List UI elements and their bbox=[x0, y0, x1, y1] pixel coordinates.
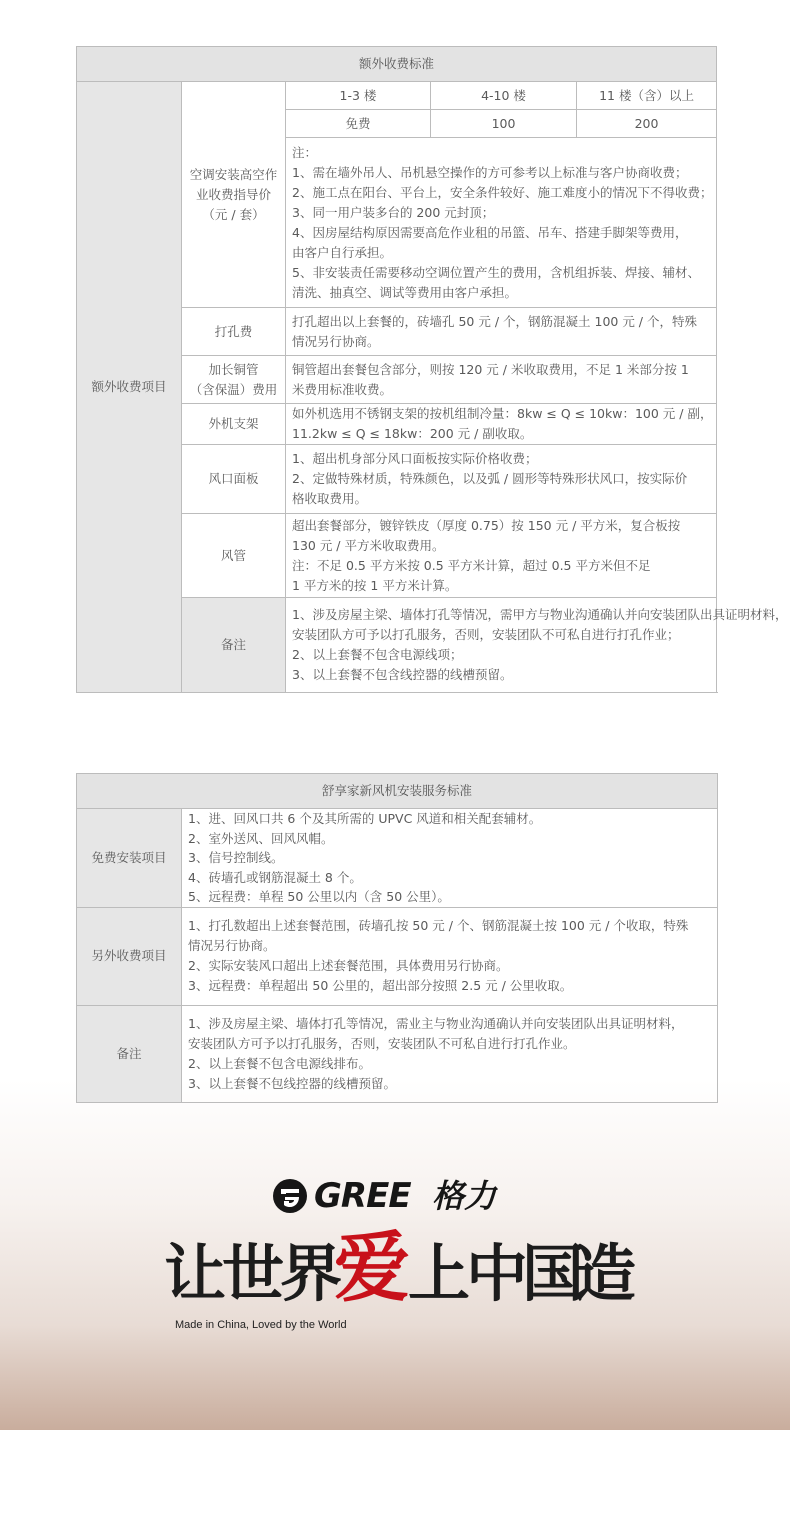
gree-logo bbox=[272, 1174, 502, 1218]
slogan-char: 让 bbox=[164, 1237, 227, 1310]
floor-header: 4-10 楼 bbox=[431, 82, 577, 110]
extra-items-label: 另外收费项目 bbox=[77, 907, 182, 1005]
vent-panel-label: 风口面板 bbox=[182, 445, 286, 514]
table-title: 额外收费标准 bbox=[77, 47, 717, 82]
slogan-char: 国 bbox=[522, 1237, 585, 1310]
table-title: 舒享家新风机安装服务标准 bbox=[77, 774, 718, 809]
floor-value: 免费 bbox=[286, 110, 431, 138]
slogan-char-accent: 爱 bbox=[334, 1223, 410, 1312]
duct-detail: 超出套餐部分，镀锌铁皮（厚度 0.75）按 150 元 / 平方米，复合板按 130 元 / 平方米收取费用。 注：不足 0.5 平方米按 0.5 平方米计算，超过 0.5 平方米但不足 1 平方米的按 1 平方米计算。 bbox=[286, 514, 717, 598]
extra-items-detail: 1、打孔数超出上述套餐范围，砖墙孔按 50 元 / 个、钢筋混凝土按 100 元 / 个收取，特殊 情况另行协商。 2、实际安装风口超出上述套餐范围，具体费用另行协商。 3、远程费：单程超出 50 公里的，超出部分按照 2.5 元 / 公里收取。 bbox=[182, 907, 718, 1005]
slogan bbox=[164, 1223, 637, 1324]
slogan-char: 世 bbox=[222, 1237, 285, 1310]
gree-emblem-icon bbox=[272, 1178, 308, 1214]
vent-panel-detail: 1、超出机身部分风口面板按实际价格收费； 2、定做特殊材质，特殊颜色，以及弧 / 圆形等特殊形状风口，按实际价 格收取费用。 bbox=[286, 445, 717, 514]
pipe-fee-detail: 铜管超出套餐包含部分，则按 120 元 / 米收取费用，不足 1 米部分按 1 米费用标准收费。 bbox=[286, 356, 717, 404]
duct-label: 风管 bbox=[182, 514, 286, 598]
gree-chinese-mark: 格力 bbox=[432, 1177, 497, 1215]
remarks-label: 备注 bbox=[77, 1005, 182, 1102]
floor-header: 11 楼（含）以上 bbox=[577, 82, 717, 110]
gree-wordmark: GREE bbox=[314, 1176, 411, 1216]
pipe-fee-label: 加长铜管 （含保温）费用 bbox=[182, 356, 286, 404]
floor-header: 1-3 楼 bbox=[286, 82, 431, 110]
drilling-fee-detail: 打孔超出以上套餐的，砖墙孔 50 元 / 个，钢筋混凝土 100 元 / 个，特殊 情况另行协商。 bbox=[286, 308, 717, 356]
floor-value: 100 bbox=[431, 110, 577, 138]
bracket-fee-detail: 如外机选用不锈钢支架的按机组制冷量：8kw ≤ Q ≤ 10kw：100 元 / 副， 11.2kw ≤ Q ≤ 18kw：200 元 / 副收取。 bbox=[286, 404, 717, 445]
extra-charges-table bbox=[76, 46, 788, 693]
drilling-fee-label: 打孔费 bbox=[182, 308, 286, 356]
fresh-air-install-table bbox=[76, 773, 718, 1103]
remarks-label: 备注 bbox=[182, 598, 286, 693]
remarks-detail: 1、涉及房屋主梁、墙体打孔等情况，需业主与物业沟通确认并向安装团队出具证明材料， 安装团队方可予以打孔服务，否则，安装团队不可私自进行打孔作业。 2、以上套餐不包含电源线排布。 3、以上套餐不包线控器的线槽预留。 bbox=[182, 1005, 718, 1102]
floor-value: 200 bbox=[577, 110, 717, 138]
aerial-notes: 注： 1、需在墙外吊人、吊机悬空操作的方可参考以上标准与客户协商收费； 2、施工点在阳台、平台上，安全条件较好、施工难度小的情况下不得收费； 3、同一用户装多台的 200 元封顶； 4、因房屋结构原因需要高危作业租的吊篮、吊车、搭建手脚架等费用， 由客户自行承担。 5、非安装责任需要移动空调位置产生的费用，含机组拆装、焊接、辅材、 清洗、抽真空、调试等费用由客户承担。 bbox=[286, 138, 717, 308]
slogan-char: 界 bbox=[280, 1237, 343, 1310]
tagline: Made in China, Loved by the World bbox=[175, 1319, 347, 1331]
slogan-char: 上 bbox=[408, 1237, 471, 1310]
slogan-char: 中 bbox=[466, 1237, 529, 1310]
remarks-detail: 1、涉及房屋主梁、墙体打孔等情况，需甲方与物业沟通确认并向安装团队出具证明材料， 安装团队方可予以打孔服务，否则，安装团队不可私自进行打孔作业； 2、以上套餐不包含电源线项； 3、以上套餐不包含线控器的线槽预留。 bbox=[286, 598, 717, 693]
slogan-char: 造 bbox=[574, 1237, 637, 1310]
free-items-label: 免费安装项目 bbox=[77, 809, 182, 908]
aerial-fee-label: 空调安装高空作 业收费指导价 （元 / 套） bbox=[182, 82, 286, 308]
free-items-detail: 1、进、回风口共 6 个及其所需的 UPVC 风道和相关配套辅材。 2、室外送风、回风风帽。 3、信号控制线。 4、砖墙孔或钢筋混凝土 8 个。 5、远程费：单程 50 公里以内（含 50 公里）。 bbox=[182, 809, 718, 908]
bracket-fee-label: 外机支架 bbox=[182, 404, 286, 445]
category-label: 额外收费项目 bbox=[77, 82, 182, 693]
